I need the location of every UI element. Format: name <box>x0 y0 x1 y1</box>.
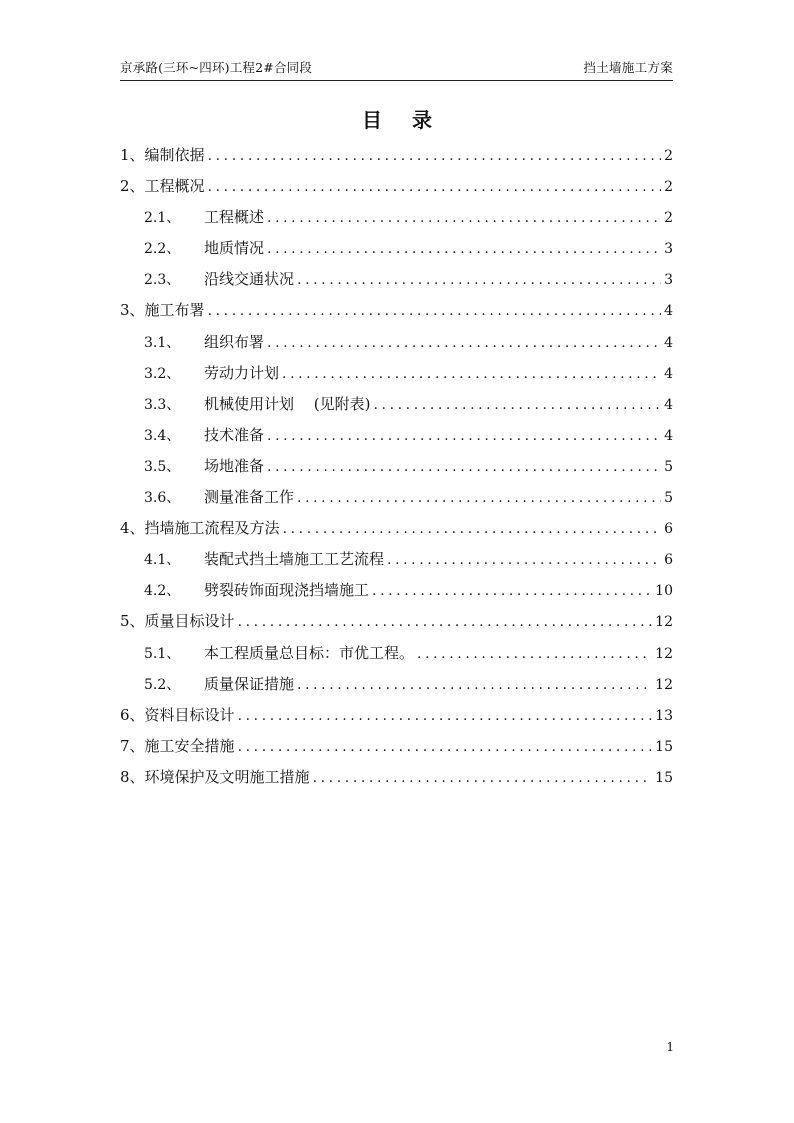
toc-entry-page: 4 <box>664 365 673 382</box>
toc-entry-page: 4 <box>664 303 673 320</box>
toc-entry-title: 地质情况 <box>204 239 265 258</box>
toc-entry-number: 2.3、 <box>144 272 181 289</box>
toc-entry[interactable] <box>120 606 673 637</box>
toc-dot-leader <box>297 265 661 296</box>
toc-entry-number: 1、 <box>120 146 145 164</box>
toc-entry[interactable] <box>120 389 673 420</box>
toc-entry-title: 沿线交通状况 <box>204 270 295 289</box>
toc-entry[interactable] <box>120 700 673 731</box>
toc-entry-title: 场地准备 <box>204 456 265 475</box>
toc-entry[interactable] <box>120 575 673 606</box>
toc-entry-page: 12 <box>655 676 673 693</box>
toc-entry-page: 6 <box>664 552 673 569</box>
toc-entry-title: 编制依据 <box>144 146 205 164</box>
toc-entry-title: 质量保证措施 <box>204 674 295 693</box>
toc-entry-title: 挡墙施工流程及方法 <box>144 519 280 538</box>
toc-entry-number: 3.4、 <box>144 427 181 444</box>
toc-entry[interactable] <box>120 482 673 513</box>
toc-entry-page: 3 <box>664 241 673 258</box>
toc-entry-page: 3 <box>664 272 673 289</box>
toc-entry-number: 4.1、 <box>144 552 181 569</box>
toc-entry-title: 工程概述 <box>204 208 265 227</box>
toc-entry-number: 2.1、 <box>144 210 181 227</box>
toc-entry-page: 15 <box>655 738 673 755</box>
toc-dot-leader <box>208 172 662 203</box>
toc-entry-title: 施工安全措施 <box>144 736 235 755</box>
toc-entry-number: 2.2、 <box>144 241 181 258</box>
toc-entry-number: 5.2、 <box>144 676 181 693</box>
toc-entry-number: 3、 <box>120 301 145 320</box>
toc-entry-number: 3.2、 <box>144 365 181 382</box>
toc-entry-page: 15 <box>655 769 673 786</box>
toc-entry-number: 2、 <box>120 177 145 196</box>
toc-entry[interactable] <box>120 202 673 233</box>
toc-dot-leader <box>267 452 661 483</box>
toc-entry[interactable] <box>120 233 673 264</box>
toc-entry-page: 2 <box>664 210 673 227</box>
toc-dot-leader <box>417 639 652 670</box>
toc-entry-number: 7、 <box>120 736 145 755</box>
toc-entry[interactable] <box>120 762 673 793</box>
toc-entry-number: 5、 <box>120 612 145 631</box>
toc-entry-page: 4 <box>664 427 673 444</box>
toc-entry-number: 6、 <box>120 705 145 724</box>
toc-dot-leader <box>297 483 661 514</box>
toc-entry-page: 6 <box>664 521 673 538</box>
toc-entry-number: 3.1、 <box>144 334 181 351</box>
toc-entry[interactable] <box>120 420 673 451</box>
toc-entry-title: 技术准备 <box>204 425 265 444</box>
toc-entry-title: 质量目标设计 <box>144 612 235 631</box>
page-header <box>120 58 673 81</box>
toc-entry-title: 劳动力计划 <box>204 363 280 382</box>
toc-entry[interactable] <box>120 327 673 358</box>
toc-entry-title: 施工布署 <box>144 301 205 320</box>
toc-entry-page: 4 <box>664 334 673 351</box>
toc-entry-number: 3.5、 <box>144 458 181 475</box>
toc-entry-title: 环境保护及文明施工措施 <box>144 767 310 786</box>
header-project-name: 京承路(三环~四环)工程2#合同段 <box>120 60 313 75</box>
toc-entry[interactable] <box>120 358 673 389</box>
toc-entry-page: 2 <box>664 148 673 164</box>
table-of-contents <box>120 140 673 793</box>
toc-entry[interactable] <box>120 264 673 295</box>
toc-entry-title: 测量准备工作 <box>204 488 295 507</box>
toc-dot-leader <box>208 141 662 172</box>
toc-entry-number: 4、 <box>120 519 145 538</box>
toc-entry-number: 5.1、 <box>144 645 181 662</box>
toc-dot-leader <box>313 763 653 794</box>
toc-dot-leader <box>373 390 661 421</box>
toc-entry-title: 组织布署 <box>204 332 265 351</box>
toc-entry-page: 2 <box>664 179 673 196</box>
toc-entry-number: 8、 <box>120 767 145 786</box>
toc-entry-number: 3.6、 <box>144 490 181 507</box>
toc-dot-leader <box>238 607 653 638</box>
toc-entry[interactable] <box>120 513 673 544</box>
toc-entry[interactable] <box>120 544 673 575</box>
toc-entry-page: 12 <box>655 614 673 631</box>
toc-entry[interactable] <box>120 171 673 202</box>
toc-dot-leader <box>282 359 661 390</box>
toc-entry-page: 4 <box>664 396 673 413</box>
toc-entry-title: 机械使用计划 (见附表) <box>204 394 371 413</box>
page-number: 1 <box>666 1040 674 1054</box>
header-document-title: 挡土墙施工方案 <box>583 60 673 75</box>
toc-dot-leader <box>267 234 661 265</box>
toc-entry-title: 劈裂砖饰面现浇挡墙施工 <box>204 581 370 600</box>
toc-entry-number: 4.2、 <box>144 583 181 600</box>
toc-entry-number: 3.3、 <box>144 396 181 413</box>
toc-entry-title: 资料目标设计 <box>144 705 235 724</box>
toc-entry-page: 10 <box>655 583 673 600</box>
toc-dot-leader <box>238 732 653 763</box>
toc-dot-leader <box>238 701 653 732</box>
toc-entry-page: 12 <box>655 645 673 662</box>
toc-dot-leader <box>297 670 652 701</box>
toc-entry-title: 工程概况 <box>144 177 205 196</box>
toc-entry[interactable] <box>120 638 673 669</box>
toc-entry-title: 本工程质量总目标：市优工程。 <box>204 643 415 662</box>
toc-entry-page: 5 <box>664 458 673 475</box>
toc-dot-leader <box>372 576 652 607</box>
page-title: 目录 <box>362 108 462 132</box>
toc-entry[interactable] <box>120 295 673 326</box>
toc-dot-leader <box>267 328 661 359</box>
toc-dot-leader <box>267 203 661 234</box>
toc-entry[interactable] <box>120 669 673 700</box>
toc-entry[interactable] <box>120 451 673 482</box>
toc-entry-title: 装配式挡土墙施工工艺流程 <box>204 550 385 569</box>
toc-entry-page: 5 <box>664 490 673 507</box>
toc-dot-leader <box>208 296 662 327</box>
toc-entry[interactable] <box>120 140 673 171</box>
toc-dot-leader <box>387 545 661 576</box>
toc-dot-leader <box>267 421 661 452</box>
toc-dot-leader <box>283 514 662 545</box>
toc-entry-page: 13 <box>655 707 673 724</box>
toc-entry[interactable] <box>120 731 673 762</box>
